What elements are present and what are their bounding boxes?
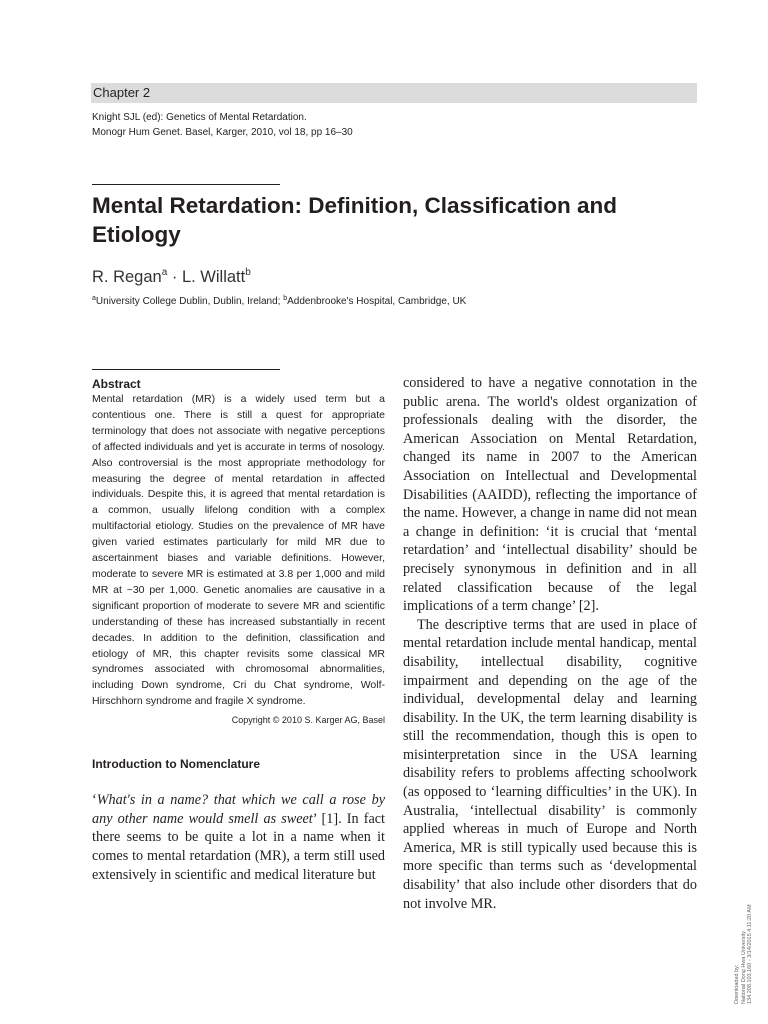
abstract-rule [92,369,280,370]
title-rule [92,184,280,185]
citation-line-2: Monogr Hum Genet. Basel, Karger, 2010, vol 18, pp 16–30 [92,127,353,138]
right-column [403,374,697,913]
citation-line-1: Knight SJL (ed): Genetics of Mental Retardation. [92,112,307,123]
chapter-header-bar [91,83,697,103]
author-separator: · [167,268,182,286]
affiliation-b: Addenbrooke's Hospital, Cambridge, UK [287,296,467,307]
section-heading: Introduction to Nomenclature [92,757,260,772]
affiliation-a: University College Dublin, Dublin, Ireland; [95,296,284,307]
author-1-superscript: a [161,267,168,278]
author-1: R. Regan [92,268,162,286]
article-title: Mental Retardation: Definition, Classification and Etiology [92,193,618,247]
affiliations [92,292,692,309]
affiliation-b-superscript: b [283,295,288,302]
left-column [92,376,385,884]
chapter-label: Chapter 2 [93,85,151,100]
download-watermark [734,859,754,1004]
paragraph-2: The descriptive terms that are used in place of mental retardation include mental handicap, mental disability, intellectual disability, cognitive impairment and depending on the age of the individual, developmental delay and learning disability. In the UK, the term learning disability is still the recommendation, though this is open to misinterpretation since in the USA learning disability refers to problems affecting schoolwork (as opposed to ‘learning difficulties’ in the UK). In Australia, ‘intellectual disability’ is commonly applied whereas in much of Europe and North America, MR is still typically used because this is more specific than terms such as ‘developmental disability’ that also include other disorders that do not involve MR. [403,616,697,912]
author-2: L. Willatt [181,268,246,286]
abstract-heading: Abstract [92,377,141,391]
quote-open: ‘ [92,792,97,809]
intro-paragraph-text: ’ [1]. In fact there seems to be quite a lot in a name when it comes to mental retardation (MR), a term still used extensively in scientific and medical literature but [92,810,385,883]
abstract-text: Mental retardation (MR) is a widely used term but a contentious one. There is still a quest for appropriate terminology that does not associate with negative perceptions of affected individuals and yet is accurate in terms of nosology. Also controversial is the most appropriate methodology for measuring the degree of mental retardation in affected individuals. Despite this, it is agreed that mental retardation is a common, usually lifelong condition with a complex multifactorial etiology. Studies on the prevalence of MR have given varied estimates particularly for mild MR due to ascertainment biases and variable definitions. However, moderate to severe MR is estimated at 3.8 per 1,000 and mild MR at ~30 per 1,000. Genetic anomalies are causative in a significant proportion of moderate to severe MR and scientific understanding of these has increased substantially in recent decades. In addition to the definition, classification and etiology of MR, this chapter revisits some classical MR syndromes associated with chromosomal abnormalities, including Down syndrome, Cri du Chat syndrome, Wolf-Hirschhorn syndrome and fragile X syndrome. [92,393,385,708]
author-line [92,262,251,288]
author-2-superscript: b [245,267,251,278]
shakespeare-quote: What's in a name? that which we call a rose by any other name would smell as sweet [92,792,385,827]
watermark-line-2: National Dong Hwa University [740,930,747,1004]
watermark-line-3: 134.208.103.160 - 3/14/2015 4:11:20 AM [747,904,753,1004]
affiliation-a-superscript: a [92,295,96,302]
citation [92,110,492,140]
paragraph-1: considered to have a negative connotation in the public arena. The world's oldest organization of professionals dealing with the disorder, the American Association on Mental Retardation, changed its name in 2007 to the American Association on Intellectual and Developmental Disabilities (AAIDD), reflecting the importance of the name. However, a change in name did not mean a change in definition: ‘it is crucial that ‘mental retardation’ and ‘intellectual disability’ should be precisely synonymous in definition and in all related classification because of the legal implications of a term change’ [2]. [403,375,697,615]
intro-paragraph [92,791,385,884]
copyright-notice: Copyright © 2010 S. Karger AG, Basel [231,715,385,726]
watermark-line-1: Downloaded by: [734,964,740,1004]
